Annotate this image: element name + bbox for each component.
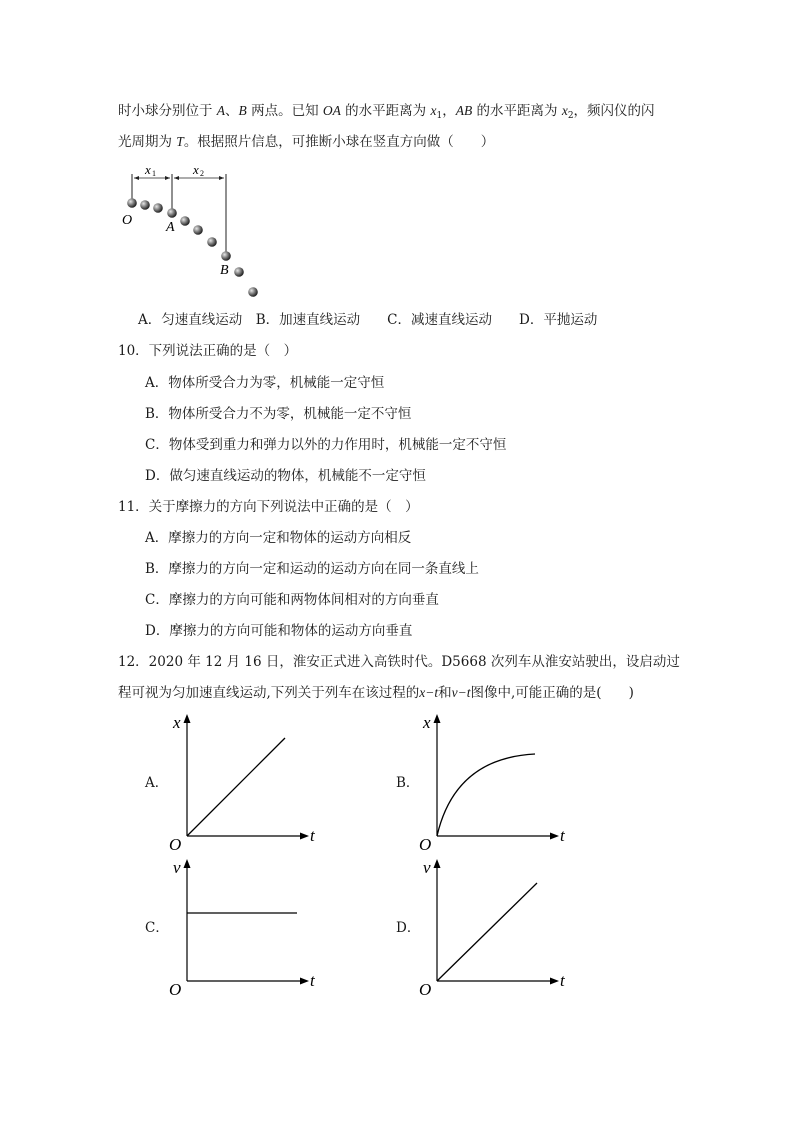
x2-label: x <box>193 162 199 177</box>
q10-option-a: A．物体所受合力为零，机械能一定守恒 <box>145 375 385 391</box>
graph-c <box>165 853 325 998</box>
graph-d-label: D． <box>396 920 421 936</box>
graph-c-label: C． <box>145 920 169 936</box>
ball <box>140 200 150 210</box>
point-A-label: A <box>166 220 175 235</box>
q10-option-d: D．做匀速直线运动的物体，机械能不一定守恒 <box>145 468 426 484</box>
ball <box>193 225 203 235</box>
graph-b-curve <box>437 754 535 836</box>
point-B-label: B <box>220 263 229 278</box>
q12-stem-line1: 12．2020 年 12 月 16 日，淮安正式进入高铁时代。D5668 次列车从淮安站驶出，设启动过 <box>118 654 680 670</box>
ball <box>153 203 163 213</box>
graph-b-y-label: x <box>423 713 431 732</box>
graph-c-x-label: t <box>310 971 315 990</box>
graph-b-origin: O <box>419 835 432 853</box>
graph-a <box>165 708 325 853</box>
q9-options: A．匀速直线运动 B．加速直线运动 C．减速直线运动 D．平抛运动 <box>138 312 598 328</box>
ball <box>167 208 177 218</box>
q9-stem-line1: 时小球分别位于 A、B 两点。已知 OA 的水平距离为 $x_1$，AB 的水平距离为 $x_2$，频闪仪的闪 <box>118 103 655 121</box>
q10-option-b: B．物体所受合力不为零，机械能一定不守恒 <box>145 406 412 422</box>
point-O-label: O <box>122 213 133 228</box>
graph-a-y-label: x <box>173 713 181 732</box>
graph-a-origin: O <box>169 835 182 853</box>
graph-d <box>415 853 575 998</box>
q12-stem-line2: 程可视为匀加速直线运动,下列关于列车在该过程的x−t和v−t图像中,可能正确的是( ) <box>118 685 634 701</box>
q11-option-c: C．摩擦力的方向可能和两物体间相对的方向垂直 <box>145 592 439 608</box>
graph-d-y-label: v <box>423 858 431 877</box>
graph-b <box>415 708 575 853</box>
graph-b-label: B． <box>396 775 420 791</box>
q11-option-b: B．摩擦力的方向一定和运动的运动方向在同一条直线上 <box>145 561 479 577</box>
q11-stem: 11．关于摩擦力的方向下列说法中正确的是（ ） <box>118 499 419 515</box>
graph-a-curve <box>187 738 285 836</box>
ball <box>221 251 231 261</box>
graph-b-x-label: t <box>560 826 565 845</box>
q10-option-c: C．物体受到重力和弹力以外的力作用时，机械能一定不守恒 <box>145 437 507 453</box>
q11-option-a: A．摩擦力的方向一定和物体的运动方向相反 <box>145 530 412 546</box>
ball <box>234 267 244 277</box>
graph-d-curve <box>437 883 537 981</box>
graph-a-label: A． <box>145 775 169 791</box>
q11-option-d: D．摩擦力的方向可能和物体的运动方向垂直 <box>145 623 413 639</box>
graph-c-y-label: v <box>173 858 181 877</box>
x1-subscript: 1 <box>152 169 156 178</box>
graph-a-x-label: t <box>310 826 315 845</box>
x2-subscript: 2 <box>200 169 204 178</box>
ball <box>127 198 137 208</box>
q9-stem-line2: 光周期为 T。根据照片信息，可推断小球在竖直方向做（ ） <box>118 134 495 150</box>
x1-label: x <box>145 162 151 177</box>
ball <box>180 216 190 226</box>
ball <box>207 237 217 247</box>
graph-d-origin: O <box>419 980 432 998</box>
q10-stem: 10．下列说法正确的是（ ） <box>118 343 298 359</box>
ball <box>248 287 258 297</box>
q9-strobe-figure <box>110 158 270 303</box>
graph-d-x-label: t <box>560 971 565 990</box>
graph-c-origin: O <box>169 980 182 998</box>
